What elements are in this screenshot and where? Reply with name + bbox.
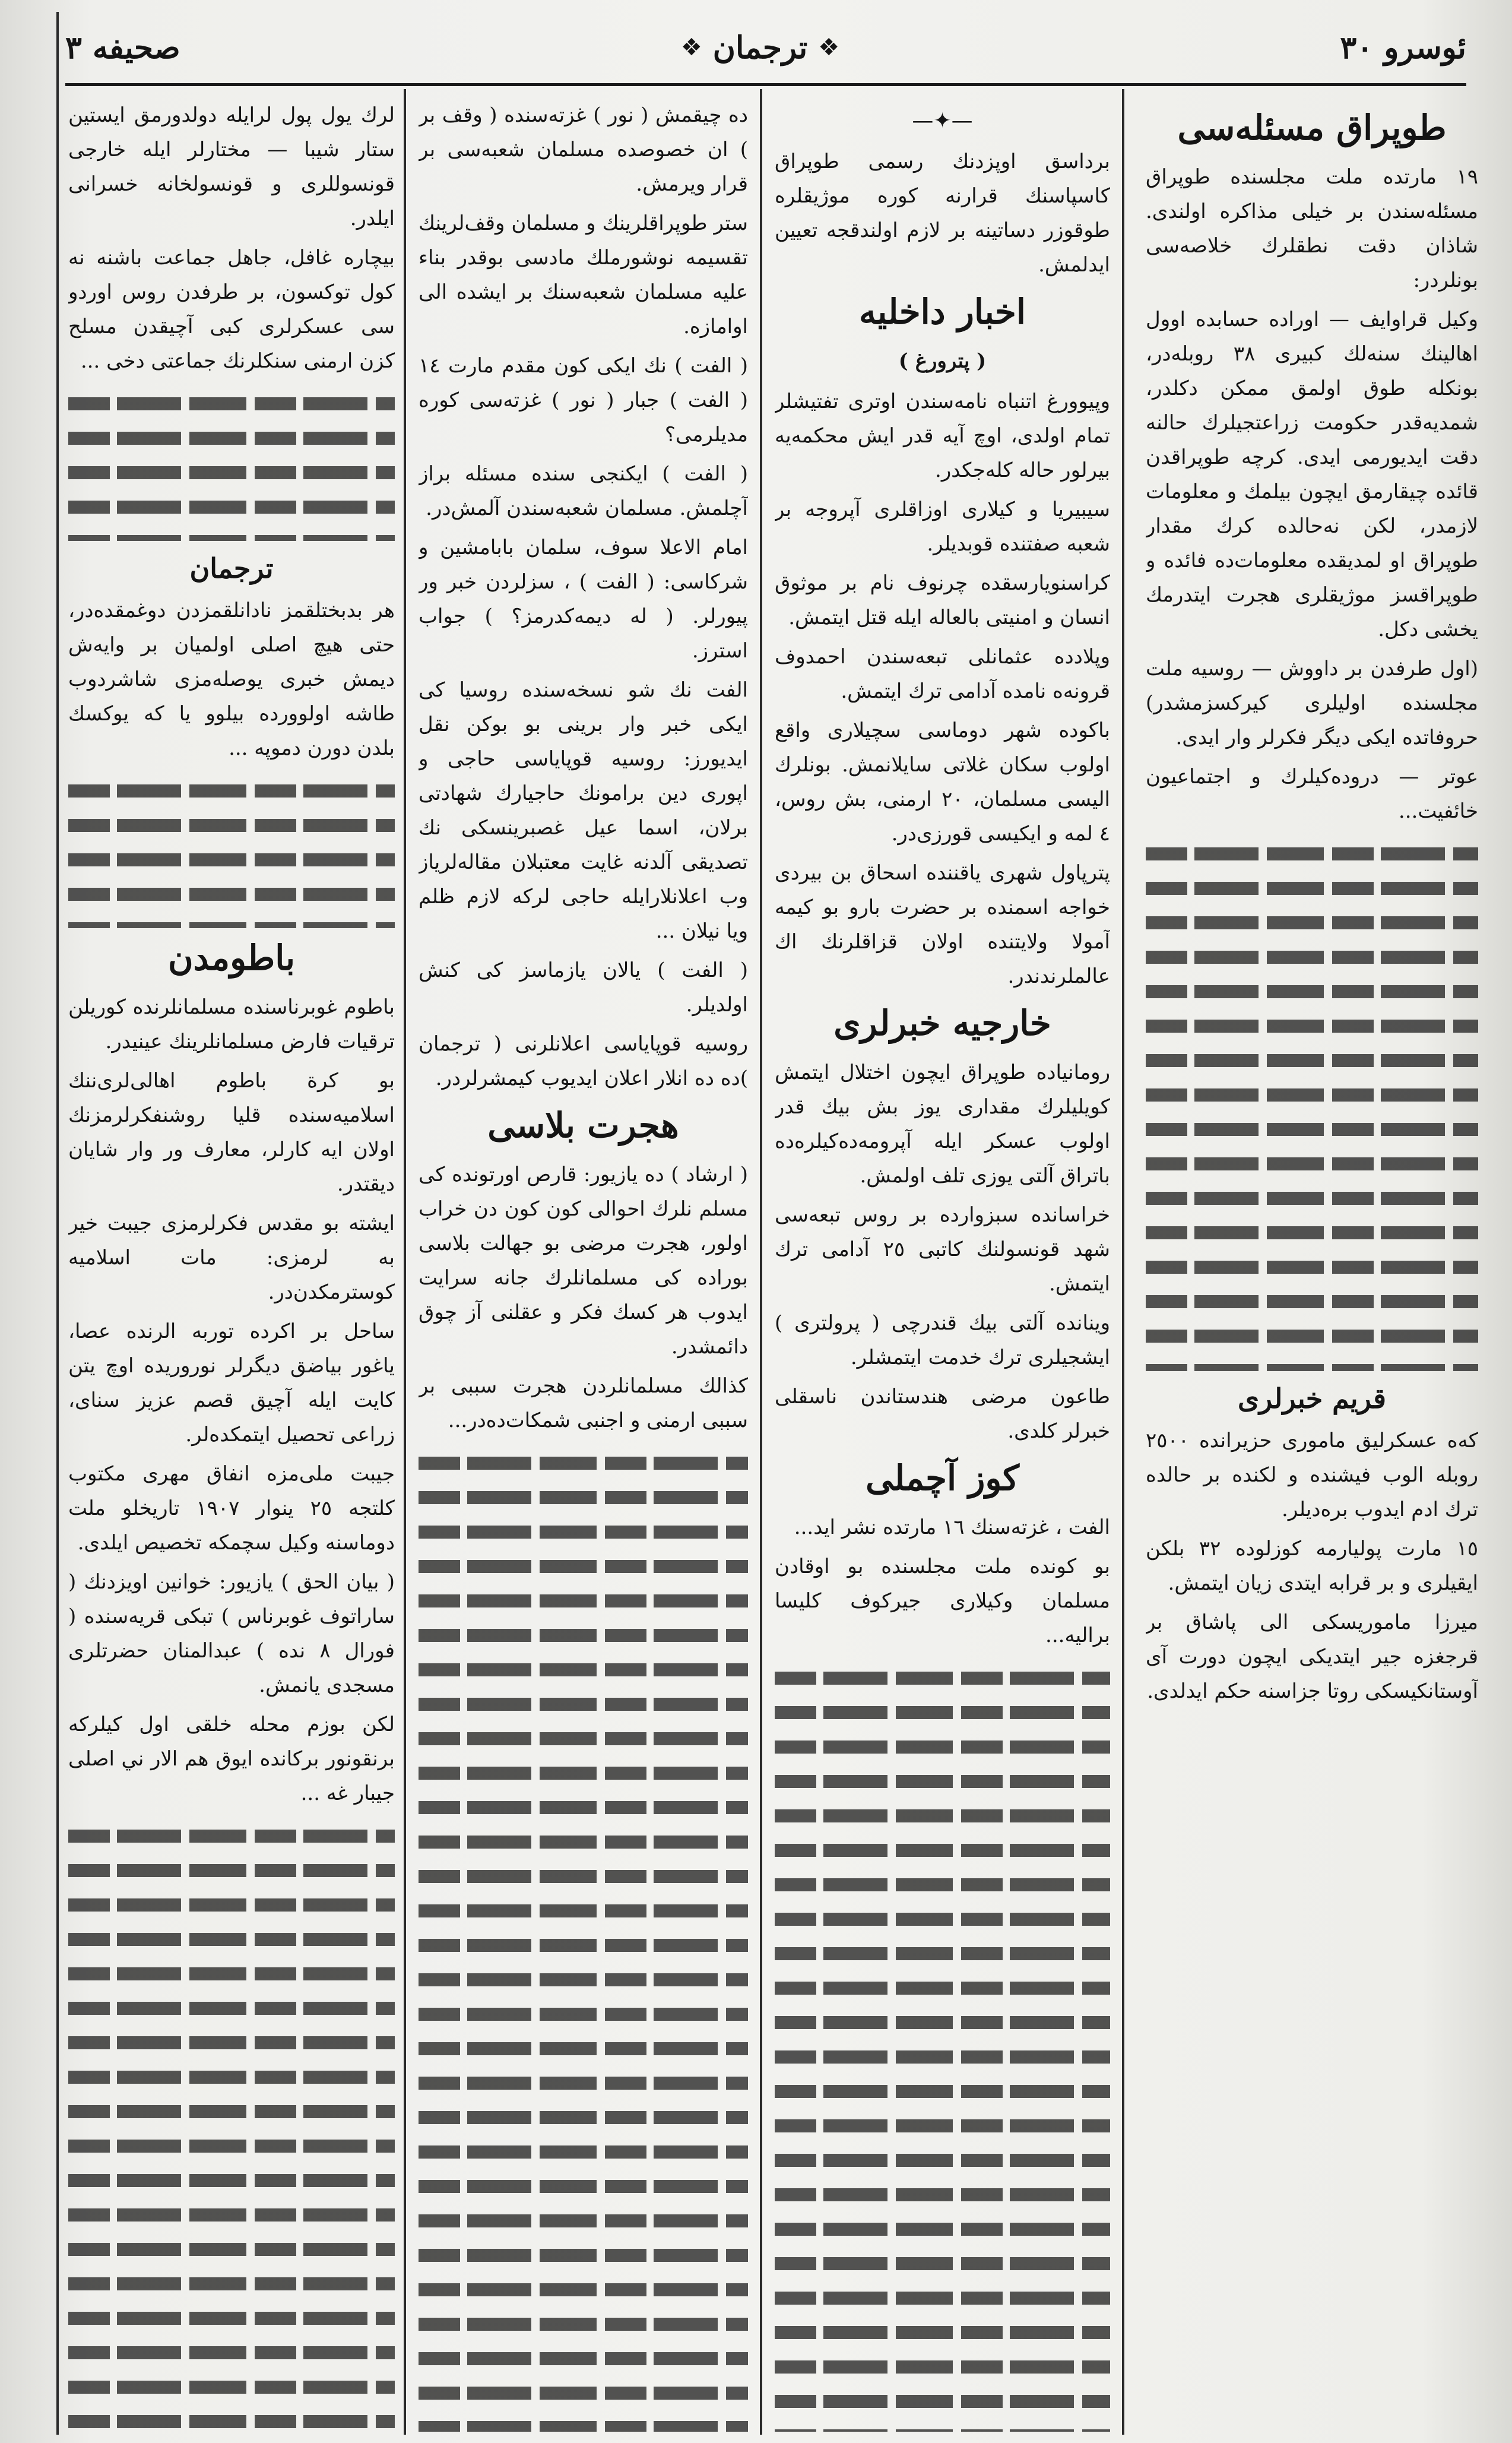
text-block <box>68 387 395 541</box>
article-paragraph: سيبيريا و كيلاری اوزاقلری آپروجه بر شعبه صفتنده قوبديلر. <box>775 498 1110 556</box>
article-paragraph: وپلادده عثمانلی تبعه‌سندن احمدوف قرونه‌ه نامده آدامی ترك ايتمش. <box>775 645 1110 703</box>
page-number: صحيفه ٣ <box>65 29 180 66</box>
issue-date: ئوسرو ٣٠ <box>1340 29 1466 66</box>
article-paragraph: ايشته بو مقدس فكرلرمزی جيبت خير به لرمزی: مات اسلاميه كوسترمكدن‌در. <box>68 1211 395 1304</box>
article-paragraph: وكيل قراوايف — اوراده حسابده اوول اهالينك سنه‌لك كبيرى ٣٨ روبله‌در، بونكله طوق اولمق ممكن دكلدر، شمديه‌قدر حكومت زراعتجيلرك حالنه دقت ايديورمی ايدی. كرچه طوپراقدن قائده چيقارمق ايچون بيلمك و معلومات لازمدر، لكن نه‌حالده كرك مقدار طوپراق او لمديقده معلومات‌ده فائده و طوپراقسز موژيقلری هجرت ايتدرمك يخشی دكل. <box>1146 308 1478 641</box>
article-paragraph: (اول طرفدن بر داووش — روسيه ملت مجلسنده اوليلرى كيركسزمشدر) حروفاتده ايكی ديگر فكرلر وار ايدی. <box>1146 657 1478 749</box>
ornament-icon: ❖ <box>818 34 840 61</box>
article-paragraph: خراسانده سبزوارده بر روس تبعه‌سی شهد قونسولنك كاتبی ٢٥ آدامی ترك ايتمش. <box>775 1203 1110 1296</box>
headline-eye-opener: كوز آچملى <box>866 1458 1019 1498</box>
article-paragraph: پترپاول شهرى ياقننده اسحاق بن بيردی خواجه اسمنده بر حضرت بارو بو كيمه آمولا ولايتنده اولان قزاقلرنك اك عالملرندندر. <box>775 861 1110 988</box>
article-paragraph: الفت ، غزته‌سنك ١٦ مارتده نشر ايد... <box>794 1515 1110 1539</box>
article-paragraph: ( بيان الحق ) يازيور: خوانين اويزدنك ( ساراتوف غوبرناس ) تبكی قريه‌سنده ( فورال ٨ نده ) عبدالمنان حضرتلری مسجدی يانمش. <box>68 1570 395 1697</box>
text-block <box>68 774 395 928</box>
divider-ornament-icon: —✦— <box>912 109 973 133</box>
column-2 <box>775 98 1110 2432</box>
column-3 <box>419 98 748 2432</box>
article-paragraph: طاعون مرضی هندستاندن ناسقلی خبرلر كلدی. <box>775 1385 1110 1443</box>
article-paragraph: ١٥ مارت پوليارمه كوزلوده ٣٢ بلكن ايقيلری و بر قرابه ايتدی زيان ايتمش. <box>1146 1537 1478 1595</box>
headline-emigration-plague: هجرت بلاسى <box>487 1105 679 1145</box>
article-paragraph: بيچاره غافل، جاهل جماعت باشنه نه كول توكسون، بر طرفدن روس اوردو سی عسكرلری كبی آچيقدن مسلح كزن ارمنی سنكلرنك جماعتی دخی ... <box>68 246 395 373</box>
article-paragraph: ( الفت ) ايكنجی سنده مسئله براز آچلمش. مسلمان شعبه‌سندن آلمش‌در. <box>419 462 748 520</box>
masthead <box>65 18 1466 77</box>
article-paragraph: وپيوورغ اتنباه نامه‌سندن اوتری تفتيشلر تمام اولدی، اوچ آيه قدر ايش محكمه‌يه بيرلور حاله كله‌جكدر. <box>775 390 1110 482</box>
paper-name: ترجمان <box>712 29 808 66</box>
headline-terjuman: ترجمان <box>189 552 274 584</box>
article-paragraph: هر بدبختلقمز نادانلقمزدن دوغمقده‌در، حتی هيچ اصلی اولميان بر وايه‌ش ديمش خبری يوصله‌مزی شاشردوب طاشه اولوورده بيلوو يا كه يوكسك بلدن دورن دموپه ... <box>68 599 395 760</box>
text-block <box>1146 837 1478 1371</box>
headline-crimea-news: قريم خبرلرى <box>1238 1382 1386 1414</box>
article-paragraph: كه‌ه عسكرليق ماموری حزيرانده ٢٥٠٠ روبله الوب فيشنده و لكنده بر حالده ترك ادم ايدوب بره‌ديلر. <box>1146 1429 1478 1521</box>
ornament-icon: ❖ <box>680 34 702 61</box>
article-paragraph: ( الفت ) يالان يازماسز كی كنش اولديلر. <box>419 958 748 1017</box>
article-paragraph: الفت نك شو نسخه‌سنده روسيا كی ايكی خبر وار برينی بو بوكن نقل ايديورز: روسيه قوپاياسی حاجی و اپوری دين برامونك حاجيارك شهادتی برلان، اسما عيل غصبرينسكی نك تصديقی آلدنه غايت معتبلان مقاله‌لرياز وب اعلانلارايله حاجی لركه لازم ظلم ويا نيلان ... <box>419 678 748 943</box>
article-paragraph: ( ارشاد ) ده يازيور: قارص اورتونده كی مسلم نلرك احوالی كون كون دن خراب اولور، هجرت مرضی بو جهالت بلاسی بوراده كی مسلمانلرك جانه سرايت ايدوب هر كسك فكر و عقلنی آز چوق دائمشدر. <box>419 1163 748 1359</box>
text-block <box>419 1446 748 2432</box>
headline-domestic-news: اخبار داخليه <box>859 292 1026 332</box>
article-paragraph: عوتر — دروده‌كيلرك و اجتماعيون خائفيت... <box>1146 765 1478 823</box>
article-paragraph: وينانده آلتی بيك قندرچی ( پرولتری ) ايشجيلری ترك خدمت ايتمشلر. <box>775 1311 1110 1369</box>
article-paragraph: برداسق اوپزدنك رسمی طوپراق كاسپاسنك قرارنه كوره موژيقلره طوقوزر دساتينه بر لازم اولندقجه تعيين ايدلمش. <box>775 150 1110 277</box>
paper-title <box>681 30 839 66</box>
headline-land-question: طوپراق مسئله‌سی <box>1177 107 1447 148</box>
headline-from-batum: باطومدن <box>167 938 296 978</box>
article-paragraph: باكوده شهر دوماسی سچيلاری واقع اولوب سكان غلاتی سايلانمش. بونلرك اليسی مسلمان، ٢٠ ارمنی، بش روس، ٤ لمه و ايكيسی قورزی‌در. <box>775 719 1110 846</box>
article-paragraph: روسيه قوپاياسی اعلانلرنی ( ترجمان )ده ده انلار اعلان ايديوب كيمشرلردر. <box>419 1032 748 1090</box>
article-paragraph: جيبت ملی‌مزه انفاق مهرى مكتوب كلتجه ٢٥ ينوار ١٩٠٧ تاريخلو ملت دوماسنه وكيل سچمكه تخصيص ايلدی. <box>68 1462 395 1555</box>
section-subtitle: ( پترورغ ) <box>898 349 987 373</box>
column-1 <box>1146 98 1478 2432</box>
article-paragraph: لكن بوزم محله خلقی اول كيلركه برنقونور بركانده ايوق هم الار ني اصلی جيبار غه ... <box>68 1713 395 1805</box>
article-paragraph: ستر طوپراقلرينك و مسلمان وقف‌لرينك تقسيمه نوشورملك مادسی بوقدر بناء عليه مسلمان شعبه‌سنك بر ايشده الى اوامازه. <box>419 211 748 338</box>
article-paragraph: كراسنويارسقده چرنوف نام بر موثوق انسان و امنيتی بالعاله ايله قتل ايتمش. <box>775 571 1110 629</box>
text-block <box>775 1661 1110 2432</box>
article-paragraph: كذالك مسلمانلردن هجرت سببی بر سببی ارمنی و اجنبی شمكات‌ده‌در... <box>419 1374 748 1432</box>
article-paragraph: رومانياده طوپراق ايچون اختلال ايتمش كويليلرك مقدارى يوز بش بيك قدر اولوب عسكر ايله آپرومه‌ده‌كيلره‌ده باتراق آلتی يوزى تلف اولمش. <box>775 1061 1110 1188</box>
headline-foreign-news: خارجيه خبرلرى <box>833 1003 1051 1043</box>
article-paragraph: ميرزا ماموريسكی الى پاشاق بر قرجغزه جير ايتديكی ايچون دورت آی آوستانكيسكی روتا جزاسنه حكم ايدلدی. <box>1146 1610 1478 1703</box>
article-paragraph: بو كونده ملت مجلسنده بو اوقادن مسلمان وكيلاری جيركوف كليسا براليه... <box>775 1555 1110 1647</box>
column-4 <box>68 98 395 2432</box>
article-paragraph: لرك يول پول لرايله دولدورمق ايستين ستار شيبا — مختارلر ايله خارجی قونسوللری و قونسولخانه خسرانی ايلدر. <box>68 103 395 230</box>
article-paragraph: ده چيقمش ( نور ) غزته‌سنده ( وقف بر ) ان خصوصده مسلمان شعبه‌سی بر قرار ويرمش. <box>419 103 748 196</box>
article-paragraph: بو كرة باطوم اهالی‌لری‌ننك اسلاميه‌سنده قليا روشنفكرلرمزنك اولان ايه كارلر، معارف ور وار شايان ديقتدر. <box>68 1069 395 1196</box>
article-paragraph: ١٩ مارتده ملت مجلسنده طوپراق مسئله‌سندن بر خيلی مذاکره اولندی. شاذان دقت نطقلرك خلاصه‌سی بونلردر: <box>1146 165 1478 292</box>
text-block <box>68 1819 395 2432</box>
header-rule <box>65 83 1466 86</box>
article-paragraph: امام الاعلا سوف، سلمان بابامشين و شركاسی: ( الفت ) ، سزلردن خبر ور پيورلر. ( له ديمه‌كدرمز؟ ) جواب استرز. <box>419 536 748 663</box>
article-paragraph: ساحل بر اكرده توربه الرنده عصا، ياغور بياضق ديگرلر نوروريده اوچ يتن كايت ايله آچيق قصم عزيز سنای، زراعی تحصيل ايتمكده‌لر. <box>68 1319 395 1447</box>
column-divider <box>760 89 762 2435</box>
column-divider <box>404 89 406 2435</box>
column-divider <box>1122 89 1124 2435</box>
left-border-line <box>56 12 59 2435</box>
article-paragraph: ( الفت ) نك ايكی كون مقدم مارت ١٤ ( الفت ) جبار ( نور ) غزته‌سی كوره مديلرمی؟ <box>419 354 748 447</box>
article-paragraph: باطوم غوبرناسنده مسلمانلرنده كوريلن ترقيات فارض مسلمانلرينك عينيدر. <box>68 995 395 1053</box>
